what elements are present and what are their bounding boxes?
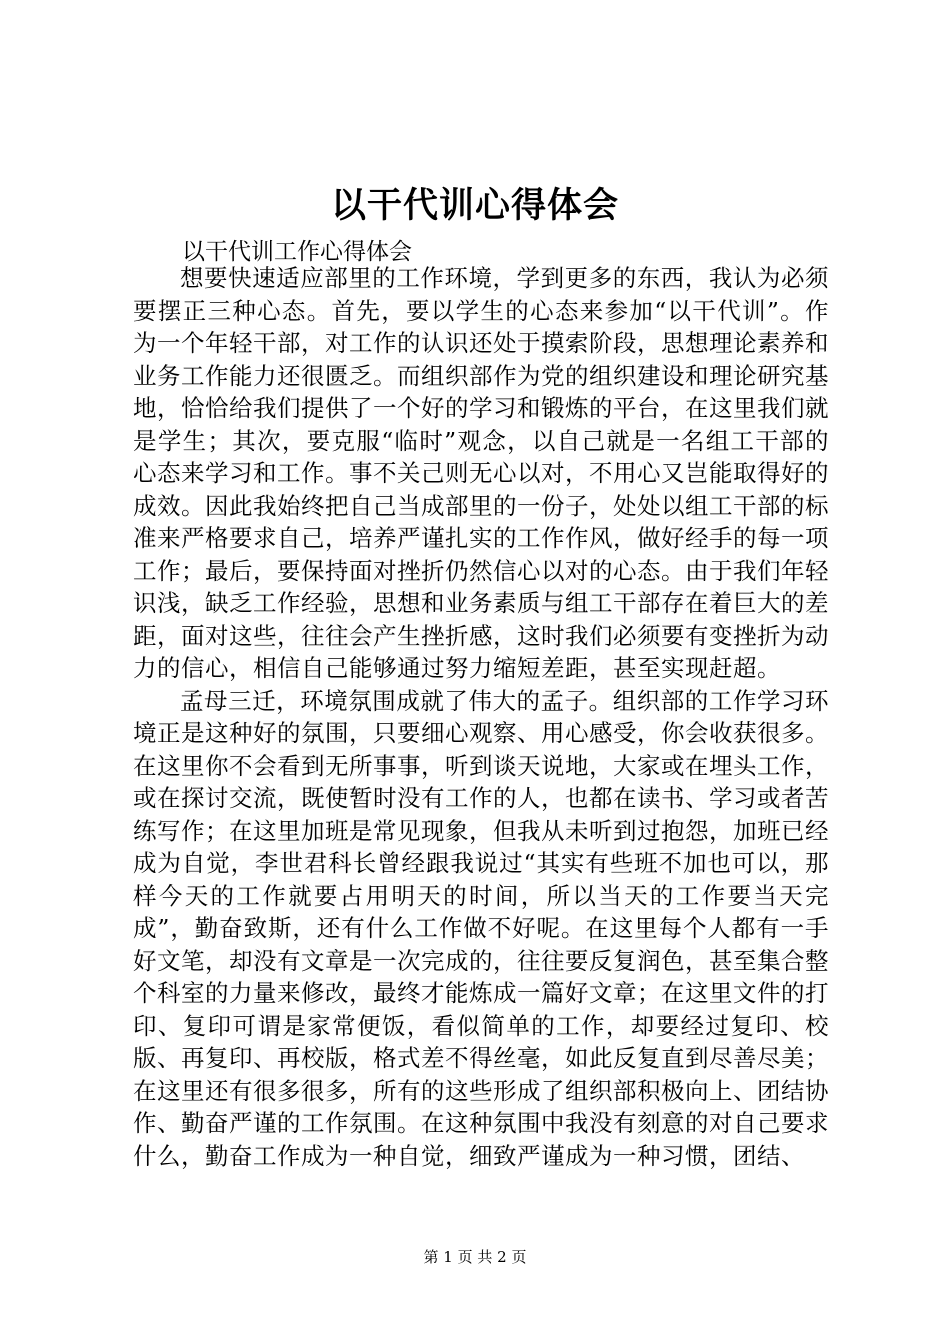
paragraph: 想要快速适应部里的工作环境，学到更多的东西，我认为必须要摆正三种心态。首先，要以学生的心态来参加“以干代训”。作为一个年轻干部，对工作的认识还处于摸索阶段，思想理论素养和业务工作能力还很匮乏。而组织部作为党的组织建设和理论研究基地，恰恰给我们提供了一个好的学习和锻炼的平台，在这里我们就是学生；其次，要克服“临时”观念，以自己就是一名组工干部的心态来学习和工作。事不关己则无心以对，不用心又岂能取得好的成效。因此我始终把自己当成部里的一份子，处处以组工干部的标准来严格要求自己，培养严谨扎实的工作作风，做好经手的每一项工作；最后，要保持面对挫折仍然信心以对的心态。由于我们年轻识浅，缺乏工作经验，思想和业务素质与组工干部存在着巨大的差距，面对这些，往往会产生挫折感，这时我们必须要有变挫折为动力的信心，相信自己能够通过努力缩短差距，甚至实现赶超。 xyxy=(133,264,829,682)
document-subtitle: 以干代训工作心得体会 xyxy=(182,239,412,265)
page-number: 第 1 页 共 2 页 xyxy=(423,1248,527,1266)
paragraph: 孟母三迁，环境氛围成就了伟大的孟子。组织部的工作学习环境正是这种好的氛围，只要细心观察、用心感受，你会收获很多。在这里你不会看到无所事事，听到谈天说地，大家或在埋头工作，或在探讨交流，既使暂时没有工作的人，也都在读书、学习或者苦练写作；在这里加班是常见现象，但我从未听到过抱怨，加班已经成为自觉，李世君科长曾经跟我说过“其实有些班不加也可以，那样今天的工作就要占用明天的时间，所以当天的工作要当天完成”，勤奋致斯，还有什么工作做不好呢。在这里每个人都有一手好文笔，却没有文章是一次完成的，往往要反复润色，甚至集合整个科室的力量来修改，最终才能炼成一篇好文章；在这里文件的打印、复印可谓是家常便饭，看似简单的工作，却要经过复印、校版、再复印、再校版，格式差不得丝毫，如此反复直到尽善尽美；在这里还有很多很多，所有的这些形成了组织部积极向上、团结协作、勤奋严谨的工作氛围。在这种氛围中我没有刻意的对自己要求什么，勤奋工作成为一种自觉，细致严谨成为一种习惯，团结、 xyxy=(133,686,829,1170)
document-title: 以干代训心得体会 xyxy=(330,185,619,226)
document-body xyxy=(133,262,829,1172)
